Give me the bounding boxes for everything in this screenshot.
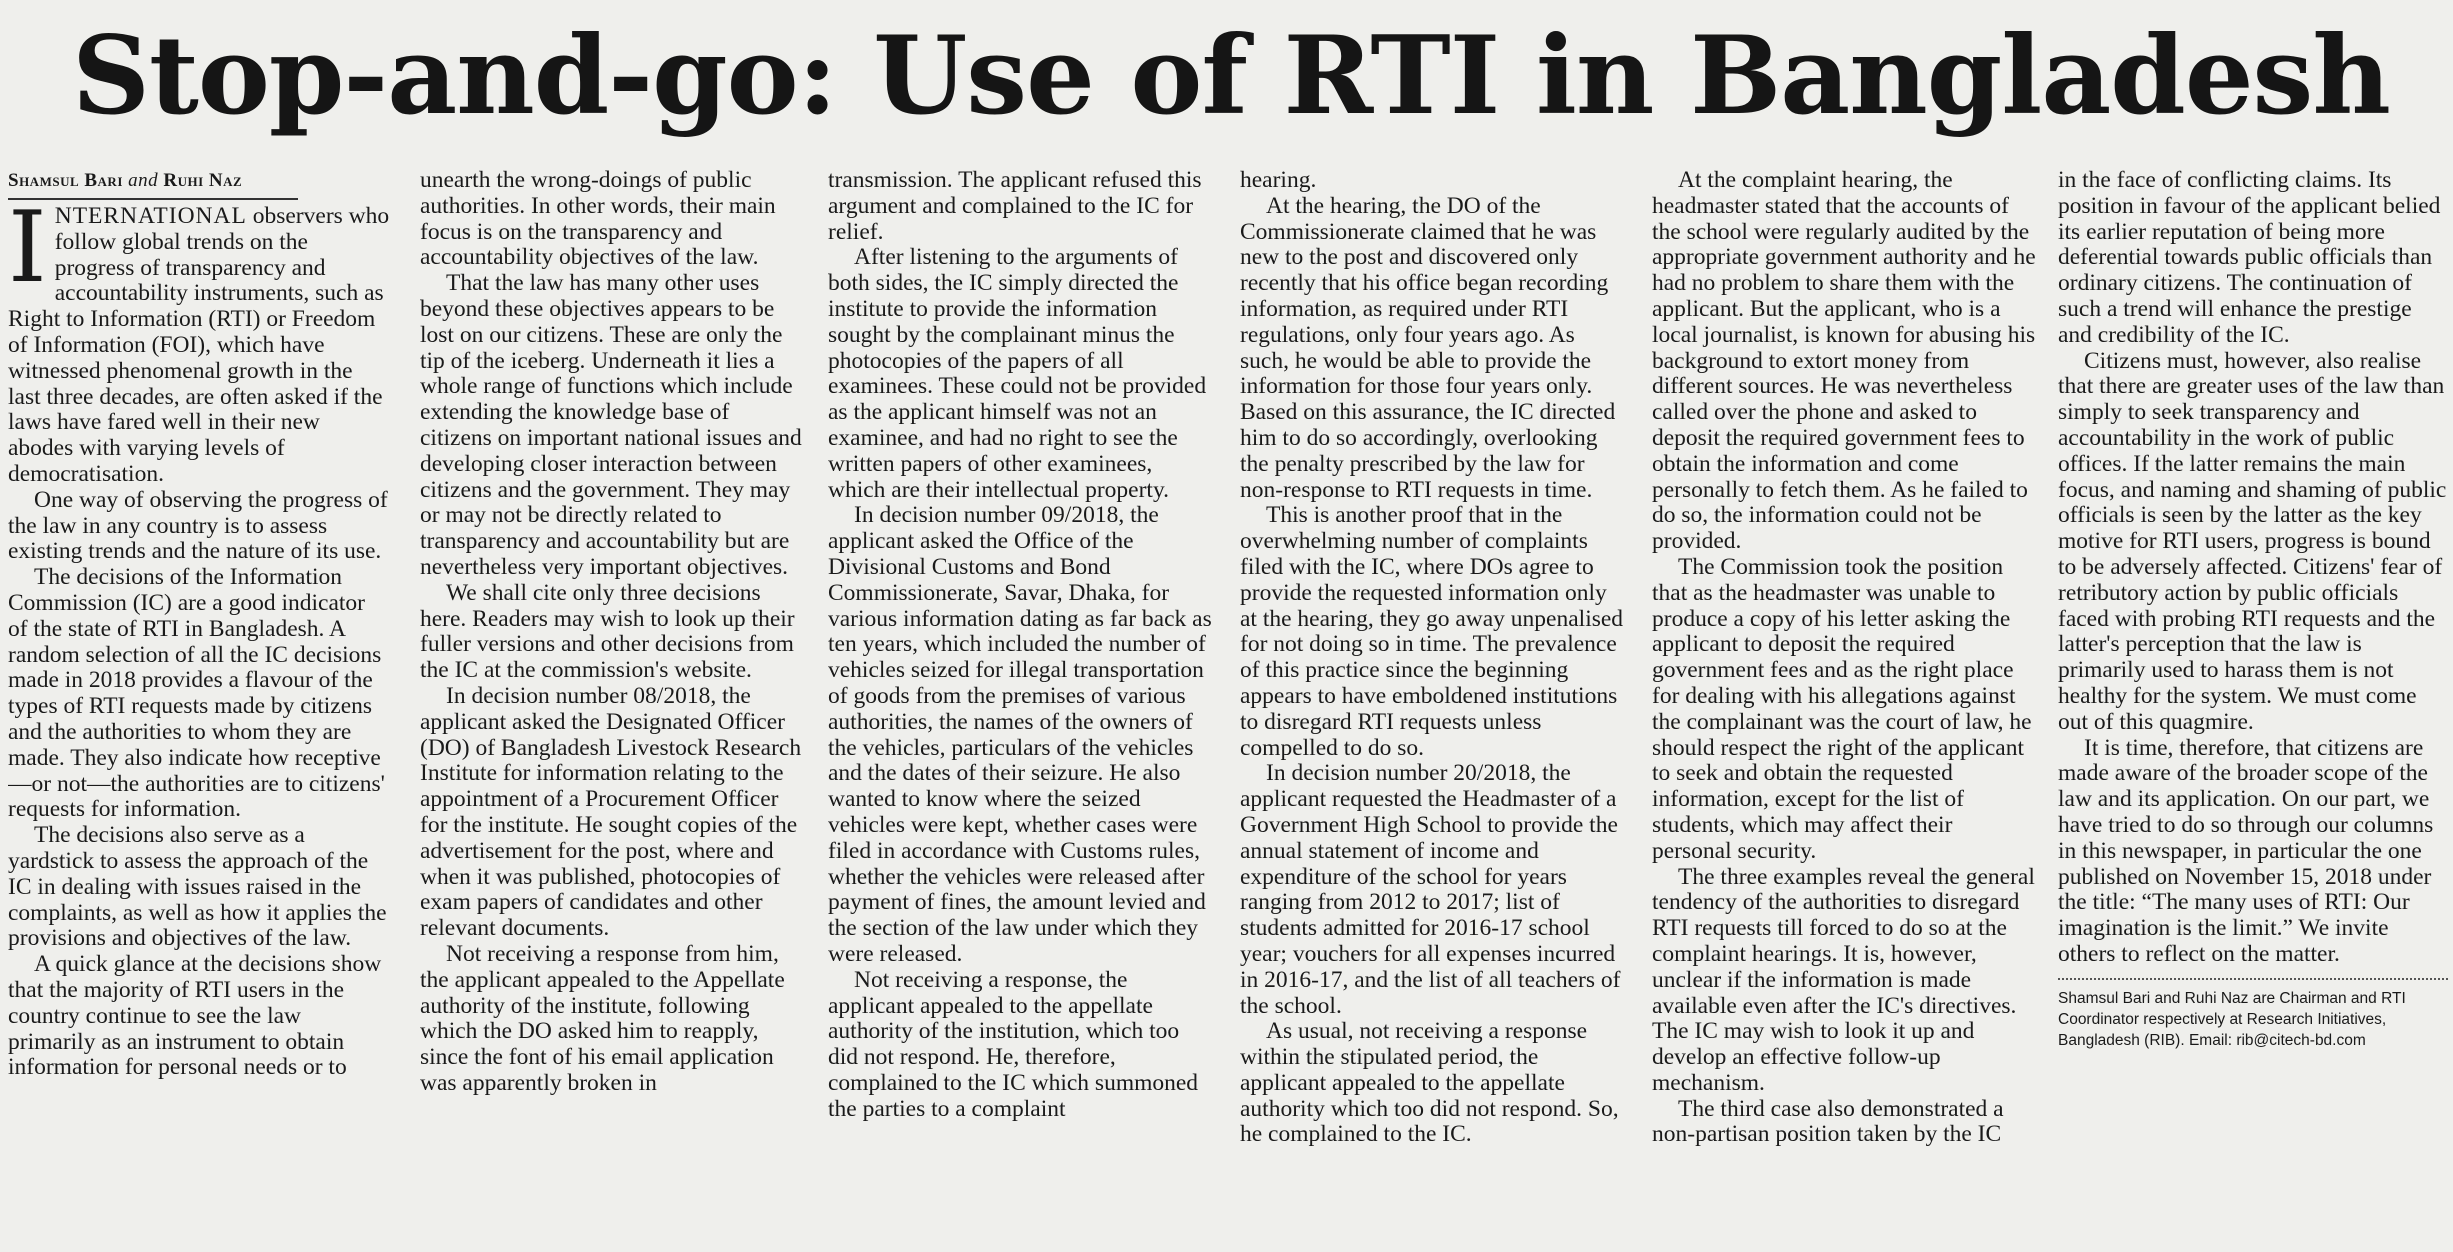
paragraph: In decision number 09/2018, the applicant asked the Office of the Divisional Customs and Bond Commissionerate, Savar, Dhaka, for various information dating as far back as ten years, which included the number of vehicles seized for illegal transportation of goods from the premises of various authorities, the names of the owners of the vehicles, particulars of the vehicles and the dates of their seizure. He also wanted to know where the seized vehicles were kept, whether cases were filed in accordance with Customs rules, whether the vehicles were released after payment of fines, the amount levied and the section of the law under which they were released. bbox=[828, 502, 1212, 967]
paragraph: Citizens must, however, also realise that there are greater uses of the law than simply to seek transparency and accountability in the work of public offices. If the latter remains the main focus, and naming and shaming of public officials is seen by the latter as the key motive for RTI users, progress is bound to be adversely affected. Citizens' fear of retributory action by public officials faced with probing RTI requests and the latter's perception that the law is primarily used to harass them is not healthy for the system. We must come out of this quagmire. bbox=[2058, 347, 2447, 735]
paragraph: That the law has many other uses beyond these objectives appears to be lost on our citizens. These are only the tip of the iceberg. Underneath it lies a whole range of functions which include extending the knowledge base of citizens on important national issues and developing closer interaction between citizens and the government. They may or may not be directly related to transparency and accountability but are nevertheless very important objectives. bbox=[420, 270, 802, 580]
drop-cap: I bbox=[8, 191, 47, 305]
paragraph: After listening to the arguments of both sides, the IC simply directed the institute to provide the information sought by the complainant minus the photocopies of the papers of all examinees. These could not be provided as the applicant himself was not an examinee, and had no right to see the written papers of other examinees, which are their intellectual property. bbox=[828, 244, 1207, 503]
paragraph: Not receiving a response from him, the applicant appealed to the Appellate authority of the institute, following which the DO asked him to reapply, since the font of his email application was apparently broken in bbox=[420, 940, 785, 1096]
column-5 bbox=[1652, 168, 2037, 1244]
paragraph: The three examples reveal the general tendency of the authorities to disregard RTI requests till forced to do so at the complaint hearings. It is, however, unclear if the information is made available even after the IC's directives. The IC may wish to look it up and develop an effective follow-up mechanism. bbox=[1652, 863, 2035, 1096]
paragraph: As usual, not receiving a response within the stipulated period, the applicant appealed to the appellate authority which too did not respond. So, he complained to the IC. bbox=[1240, 1018, 1619, 1148]
paragraph: At the complaint hearing, the headmaster stated that the accounts of the school were regularly audited by the appropriate government authority and he had no problem to share them with the applicant. But the applicant, who is a local journalist, is known for abusing his background to extort money from different sources. He was nevertheless called over the phone and asked to deposit the required government fees to obtain the information and come personally to fetch them. As he failed to do so, the information could not be provided. bbox=[1652, 168, 2036, 555]
headline: Stop-and-go: Use of RTI in Bangladesh bbox=[72, 13, 2390, 139]
paragraph: The third case also demonstrated a non-partisan position taken by the IC bbox=[1652, 1095, 2004, 1148]
paragraph-continued: in the face of conflicting claims. Its position in favour of the applicant belied its earlier reputation of being more deferential towards public officials than ordinary citizens. The continuation of such a trend will enhance the prestige and credibility of the IC. bbox=[2058, 168, 2441, 348]
byline bbox=[8, 168, 298, 200]
paragraph: Not receiving a response, the applicant appealed to the appellate authority of the institution, which too did not respond. He, therefore, complained to the IC which summoned the parties to a complaint bbox=[828, 966, 1199, 1122]
intro-paragraph bbox=[8, 191, 390, 488]
intro-lead: NTERNATIONAL bbox=[54, 203, 247, 229]
paragraph: In decision number 20/2018, the applicant requested the Headmaster of a Government High School to provide the annual statement of income and expenditure of the school for years ranging from 2012 to 2017; list of students admitted for 2016-17 school year; vouchers for all expenses incurred in 2016-17, and the list of all teachers of the school. bbox=[1240, 760, 1621, 1019]
paragraph: We shall cite only three decisions here. Readers may wish to look up their fuller versions and other decisions from the IC at the commission's website. bbox=[420, 579, 795, 684]
column-2 bbox=[420, 168, 805, 1244]
author-1: Shamsul Bari bbox=[8, 170, 123, 191]
column-6 bbox=[2058, 168, 2448, 1244]
byline-and: and bbox=[128, 170, 159, 191]
paragraph-continued: unearth the wrong-doings of public authorities. In other words, their main focus is on the transparency and accountability objectives of the law. bbox=[420, 168, 776, 271]
column-4 bbox=[1240, 168, 1625, 1244]
column-3 bbox=[828, 168, 1213, 1244]
article-body bbox=[0, 168, 2453, 1252]
intro-text: observers who follow global trends on the progress of transparency and accountability instruments, such as Right to Information (RTI) or Freedom of Information (FOI), which have witnessed phenomenal growth in the last three decades, are often asked if the laws have fared well in their new abodes with varying levels of democratisation. bbox=[8, 203, 390, 487]
column-1 bbox=[8, 168, 390, 1244]
paragraph-continued: transmission. The applicant refused this argument and complained to the IC for relief. bbox=[828, 168, 1202, 245]
author-2: Ruhi Naz bbox=[163, 170, 243, 191]
paragraph-continued: hearing. bbox=[1240, 168, 1317, 193]
paragraph: This is another proof that in the overwhelming number of complaints filed with the IC, where DOs agree to provide the requested information only at the hearing, they go away unpenalised for not doing so in time. The prevalence of this practice since the beginning appears to have emboldened institutions to disregard RTI requests unless compelled to do so. bbox=[1240, 502, 1624, 761]
paragraph: It is time, therefore, that citizens are made aware of the broader scope of the law and its application. On our part, we have tried to do so through our columns in this newspaper, in particular the one published on November 15, 2018 under the title: “The many uses of RTI: Our imagination is the limit.” We invite others to reflect on the matter. bbox=[2058, 734, 2434, 967]
paragraph: One way of observing the progress of the law in any country is to assess existing trends and the nature of its use. bbox=[8, 486, 388, 565]
paragraph: The Commission took the position that as the headmaster was unable to produce a copy of his letter asking the applicant to deposit the required government fees and as the right place for dealing with his allegations against the complainant was the court of law, he should respect the right of the applicant to seek and obtain the requested information, except for the list of students, which may affect their personal security. bbox=[1652, 553, 2032, 864]
paragraph: At the hearing, the DO of the Commissionerate claimed that he was new to the post and discovered only recently that his office began recording information, as required under RTI regulations, only four years ago. As such, he would be able to provide the information for those four years only. Based on this assurance, the IC directed him to do so accordingly, overlooking the penalty prescribed by the law for non-response to RTI requests in time. bbox=[1240, 192, 1616, 503]
author-bio: Shamsul Bari and Ruhi Naz are Chairman and RTI Coordinator respectively at Research Initiatives, Bangladesh (RIB). Email: rib@citech-bd.com bbox=[2058, 989, 2406, 1049]
paragraph: A quick glance at the decisions show that the majority of RTI users in the country continue to see the law primarily as an instrument to obtain information for personal needs or to bbox=[8, 951, 382, 1081]
paragraph: In decision number 08/2018, the applicant asked the Designated Officer (DO) of Bangladesh Livestock Research Institute for information relating to the appointment of a Procurement Officer for the institute. He sought copies of the advertisement for the post, where and when it was published, photocopies of exam papers of candidates and other relevant documents. bbox=[420, 682, 802, 942]
paragraph: The decisions also serve as a yardstick to assess the approach of the IC in dealing with issues raised in the complaints, as well as how it applies the provisions and objectives of the law. bbox=[8, 822, 387, 952]
paragraph: The decisions of the Information Commission (IC) are a good indicator of the state of RTI in Bangladesh. A random selection of all the IC decisions made in 2018 provides a flavour of the types of RTI requests made by citizens and the authorities to whom they are made. They also indicate how receptive—or not—the authorities are to citizens' requests for information. bbox=[8, 564, 385, 823]
bio-divider bbox=[2058, 978, 2448, 980]
